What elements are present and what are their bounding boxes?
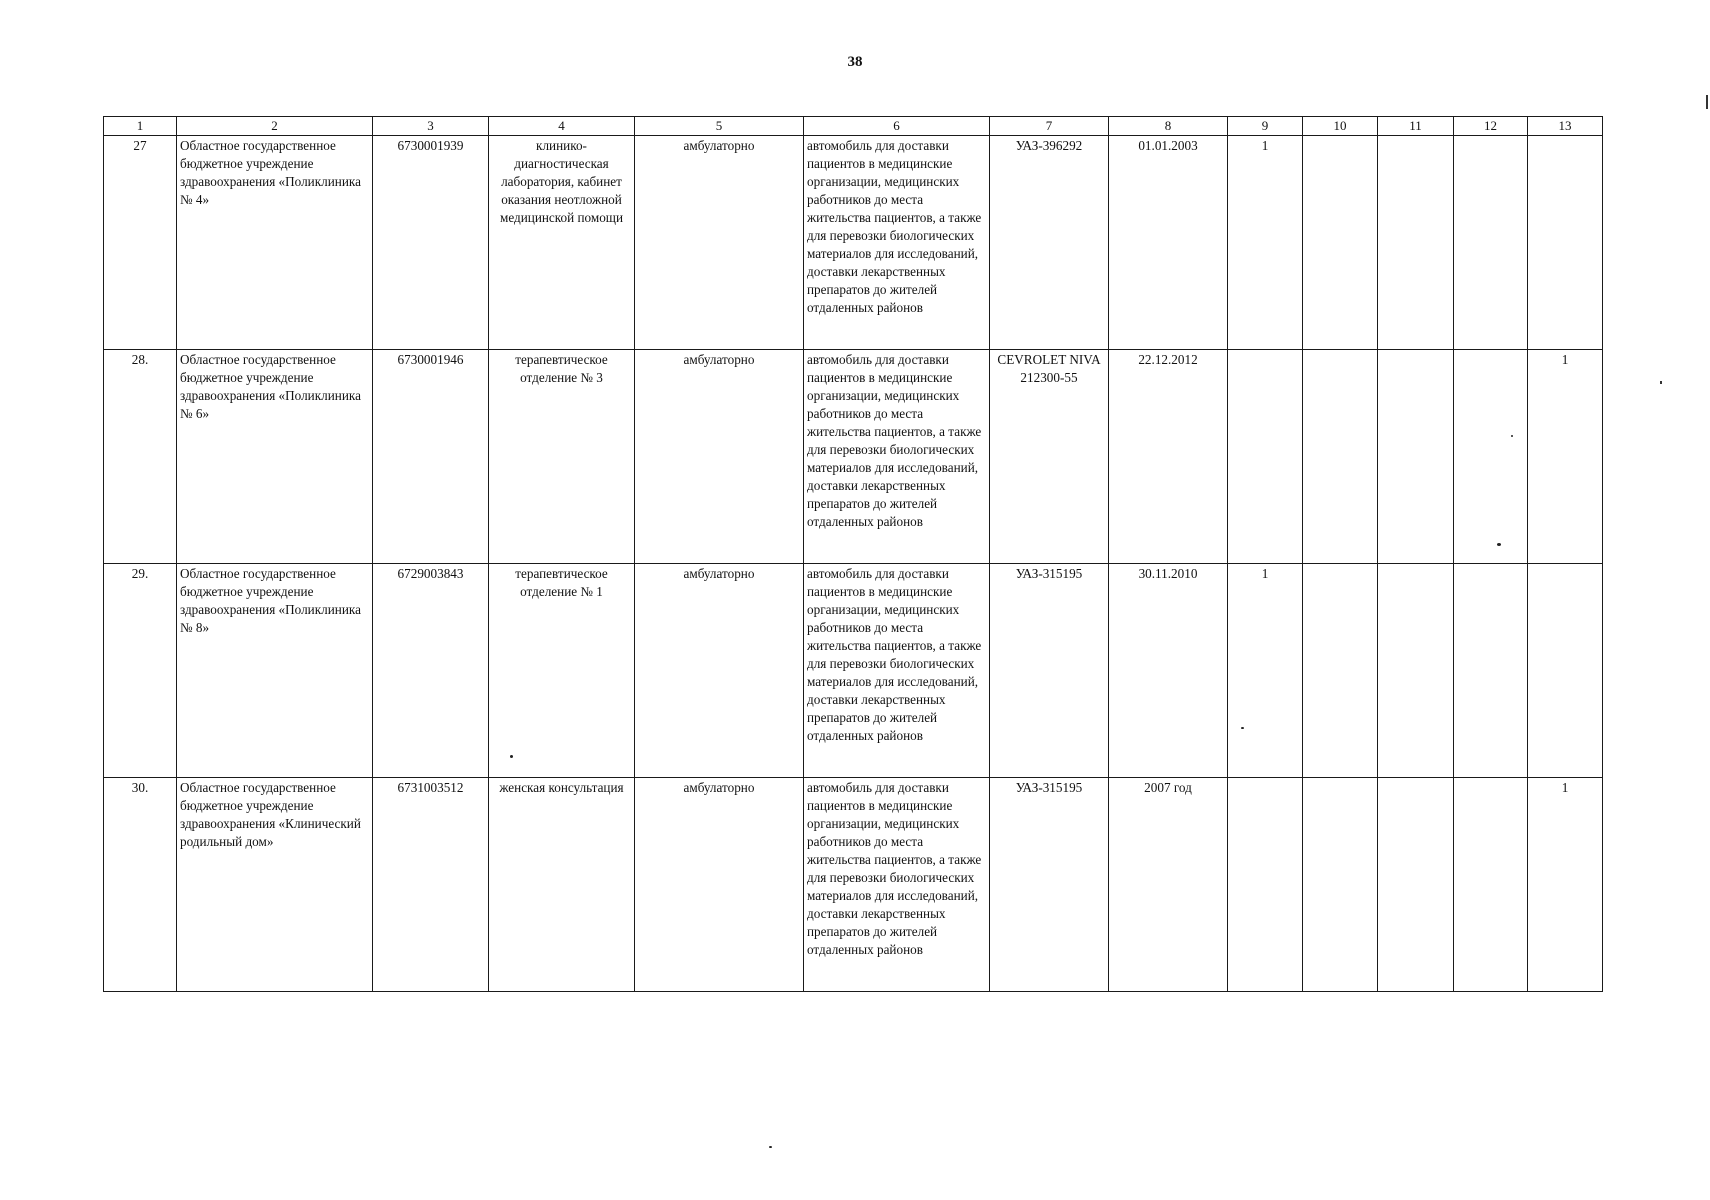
column-header: 3 bbox=[373, 117, 489, 136]
column-header: 12 bbox=[1454, 117, 1528, 136]
vehicle-model: УАЗ-315195 bbox=[990, 778, 1109, 992]
vehicle-purpose: автомобиль для доставки пациентов в медицинские организации, медицинских работников до места жительства пациентов, а также для перевозки биологических материалов для исследований, доставки лекарственных препаратов до жителей отдаленных районов bbox=[804, 136, 990, 350]
inn-code: 6731003512 bbox=[373, 778, 489, 992]
count-col-12 bbox=[1454, 564, 1528, 778]
organization-name: Областное государственное бюджетное учреждение здравоохранения «Поликлиника № 4» bbox=[177, 136, 373, 350]
count-col-11 bbox=[1378, 778, 1454, 992]
vehicle-date: 30.11.2010 bbox=[1109, 564, 1228, 778]
column-header: 7 bbox=[990, 117, 1109, 136]
organization-name: Областное государственное бюджетное учреждение здравоохранения «Поликлиника № 6» bbox=[177, 350, 373, 564]
row-number: 28. bbox=[104, 350, 177, 564]
count-col-10 bbox=[1303, 564, 1378, 778]
vehicle-purpose: автомобиль для доставки пациентов в медицинские организации, медицинских работников до места жительства пациентов, а также для перевозки биологических материалов для исследований, доставки лекарственных препаратов до жителей отдаленных районов bbox=[804, 350, 990, 564]
scan-speck bbox=[510, 755, 513, 758]
column-header: 4 bbox=[489, 117, 635, 136]
count-col-9: 1 bbox=[1228, 136, 1303, 350]
count-col-12 bbox=[1454, 350, 1528, 564]
department: терапевтическое отделение № 1 bbox=[489, 564, 635, 778]
column-header: 8 bbox=[1109, 117, 1228, 136]
vehicle-date: 01.01.2003 bbox=[1109, 136, 1228, 350]
table-row bbox=[104, 778, 1603, 992]
column-header: 6 bbox=[804, 117, 990, 136]
vehicle-model: CEVROLET NIVA 212300-55 bbox=[990, 350, 1109, 564]
inn-code: 6729003843 bbox=[373, 564, 489, 778]
care-mode: амбулаторно bbox=[635, 350, 804, 564]
vehicle-model: УАЗ-315195 bbox=[990, 564, 1109, 778]
count-col-12 bbox=[1454, 778, 1528, 992]
inn-code: 6730001939 bbox=[373, 136, 489, 350]
row-number: 30. bbox=[104, 778, 177, 992]
table-row bbox=[104, 350, 1603, 564]
scan-speck bbox=[769, 1146, 772, 1148]
count-col-13: 1 bbox=[1528, 778, 1603, 992]
count-col-9 bbox=[1228, 778, 1303, 992]
vehicle-purpose: автомобиль для доставки пациентов в медицинские организации, медицинских работников до места жительства пациентов, а также для перевозки биологических материалов для исследований, доставки лекарственных препаратов до жителей отдаленных районов bbox=[804, 564, 990, 778]
header-row bbox=[104, 117, 1603, 136]
count-col-10 bbox=[1303, 350, 1378, 564]
column-header: 5 bbox=[635, 117, 804, 136]
table-row bbox=[104, 136, 1603, 350]
count-col-13 bbox=[1528, 564, 1603, 778]
count-col-13 bbox=[1528, 136, 1603, 350]
department: клинико-диагностическая лаборатория, кабинет оказания неотложной медицинской помощи bbox=[489, 136, 635, 350]
count-col-13: 1 bbox=[1528, 350, 1603, 564]
scan-speck bbox=[1511, 435, 1513, 437]
organization-name: Областное государственное бюджетное учреждение здравоохранения «Клинический родильный дом» bbox=[177, 778, 373, 992]
column-header: 13 bbox=[1528, 117, 1603, 136]
count-col-11 bbox=[1378, 564, 1454, 778]
row-number: 27 bbox=[104, 136, 177, 350]
department: терапевтическое отделение № 3 bbox=[489, 350, 635, 564]
table-row bbox=[104, 564, 1603, 778]
count-col-11 bbox=[1378, 350, 1454, 564]
vehicle-model: УАЗ-396292 bbox=[990, 136, 1109, 350]
column-header: 11 bbox=[1378, 117, 1454, 136]
page-number: 38 bbox=[847, 54, 863, 70]
count-col-9: 1 bbox=[1228, 564, 1303, 778]
column-header: 10 bbox=[1303, 117, 1378, 136]
count-col-11 bbox=[1378, 136, 1454, 350]
vehicle-purpose: автомобиль для доставки пациентов в медицинские организации, медицинских работников до места жительства пациентов, а также для перевозки биологических материалов для исследований, доставки лекарственных препаратов до жителей отдаленных районов bbox=[804, 778, 990, 992]
column-header: 1 bbox=[104, 117, 177, 136]
count-col-10 bbox=[1303, 136, 1378, 350]
scan-speck bbox=[1241, 727, 1244, 729]
column-header: 9 bbox=[1228, 117, 1303, 136]
inn-code: 6730001946 bbox=[373, 350, 489, 564]
care-mode: амбулаторно bbox=[635, 136, 804, 350]
column-header: 2 bbox=[177, 117, 373, 136]
care-mode: амбулаторно bbox=[635, 564, 804, 778]
count-col-9 bbox=[1228, 350, 1303, 564]
count-col-12 bbox=[1454, 136, 1528, 350]
vehicle-date: 2007 год bbox=[1109, 778, 1228, 992]
care-mode: амбулаторно bbox=[635, 778, 804, 992]
department: женская консультация bbox=[489, 778, 635, 992]
scan-speck bbox=[1497, 543, 1501, 546]
scan-edge-mark bbox=[1660, 381, 1662, 384]
data-table bbox=[103, 116, 1603, 992]
vehicle-date: 22.12.2012 bbox=[1109, 350, 1228, 564]
organization-name: Областное государственное бюджетное учреждение здравоохранения «Поликлиника № 8» bbox=[177, 564, 373, 778]
row-number: 29. bbox=[104, 564, 177, 778]
count-col-10 bbox=[1303, 778, 1378, 992]
scan-edge-mark bbox=[1706, 95, 1708, 109]
